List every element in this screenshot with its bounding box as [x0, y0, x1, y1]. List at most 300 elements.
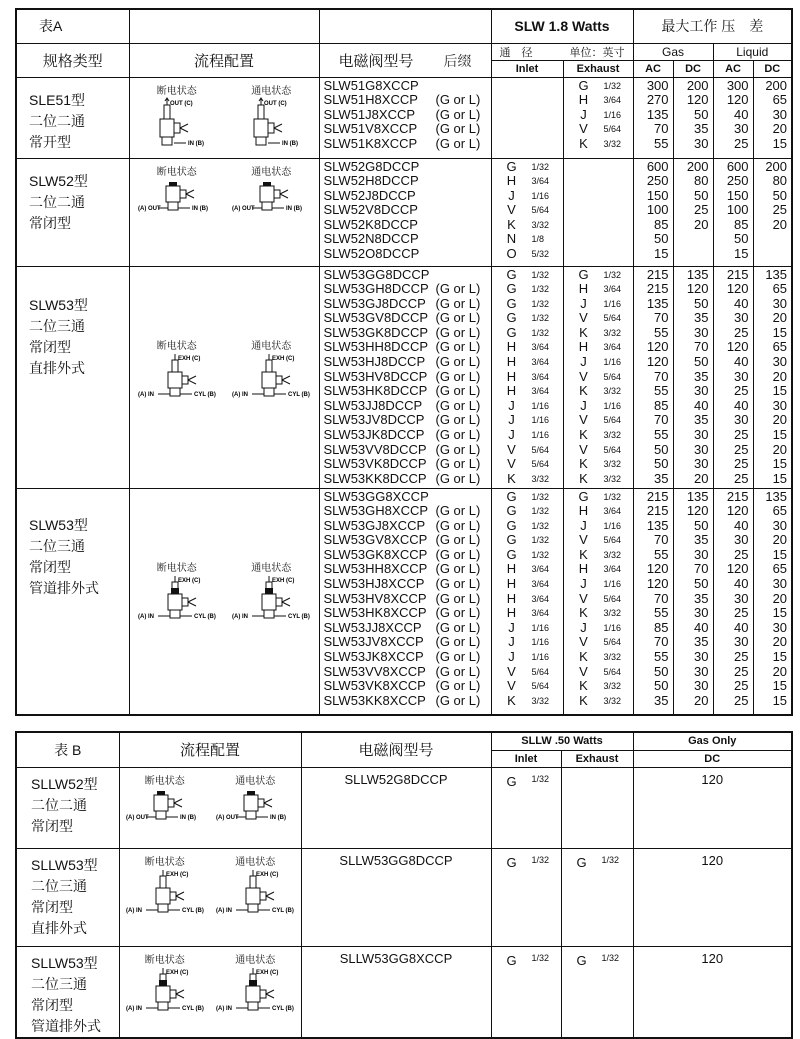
exhaust-size: [564, 340, 633, 355]
liquid-dc-value: 65: [772, 92, 788, 108]
spec-group-row: [16, 158, 792, 266]
exhaust-size: [564, 122, 633, 137]
liquid-ac-value: 25: [734, 678, 749, 694]
model-row: [324, 621, 491, 636]
port-fraction: 3/32: [603, 652, 622, 663]
model-number: SLW53JK8XCCP: [323, 649, 424, 665]
gas-ac-cell: [633, 158, 673, 266]
model-cell: [319, 158, 491, 266]
gas-ac-value: 35: [654, 692, 669, 708]
gas-ac-value: 55: [654, 135, 669, 151]
inlet-cell: [491, 158, 563, 266]
port-code: J: [580, 397, 587, 413]
port-fraction: 1/32: [531, 549, 550, 560]
port-label: EXH (C): [165, 871, 189, 878]
liquid-ac-value: 150: [726, 187, 749, 203]
state-label: 通电状态: [251, 85, 292, 97]
exhaust-size: [564, 504, 633, 519]
port-code: N: [506, 231, 517, 247]
liquid-dc-value: 20: [772, 368, 788, 384]
gas-dc-value: 50: [694, 187, 709, 203]
port-fraction: 3/32: [603, 138, 622, 149]
liquid-dc-value: 30: [772, 397, 788, 413]
gas-dc-value: 35: [694, 368, 709, 384]
port-fraction: 1/32: [531, 952, 550, 963]
port-fraction: 1/16: [531, 637, 550, 648]
model-number: SLW51J8XCCP: [323, 106, 416, 122]
gas-ac-value: 55: [654, 546, 669, 562]
model-row: [324, 355, 491, 370]
liquid-dc-value: 15: [772, 135, 788, 151]
model-row: [324, 679, 491, 694]
exhaust-size: [564, 93, 633, 108]
port-label: EXH (C): [177, 577, 201, 584]
liquid-ac-value: 50: [734, 231, 749, 247]
model-number: SLW53HV8DCCP: [323, 368, 428, 384]
liquid-dc-value: 65: [772, 281, 788, 297]
spec-type-cell: [16, 77, 129, 158]
exhaust-size: [564, 490, 633, 505]
port-label: (A) OUT: [125, 814, 149, 821]
model-row: [324, 282, 491, 297]
gas-ac-value: 215: [646, 266, 669, 282]
state-on: [232, 559, 310, 635]
state-label: 断电状态: [144, 775, 185, 787]
spec-type-line: 管道排外式: [29, 579, 99, 596]
state-off: [126, 951, 204, 1027]
model-number: SLW53HK8XCCP: [323, 605, 427, 621]
inlet-size: [492, 504, 563, 519]
spec-type-line: 常闭型: [29, 558, 71, 575]
inlet-size: [492, 297, 563, 312]
gas-dc-value: 200: [686, 77, 709, 93]
liquid-dc-value: 20: [772, 121, 788, 137]
port-label: EXH (C): [165, 969, 189, 976]
model-row: [324, 137, 491, 152]
gas-dc-value: 35: [694, 310, 709, 326]
model-row: [324, 232, 491, 247]
exhaust-cell: [563, 266, 633, 488]
inlet-size: [492, 635, 563, 650]
state-on: [216, 853, 294, 929]
port-code: [564, 203, 604, 218]
gas-dc-value: 30: [694, 605, 709, 621]
port-fraction: 5/64: [603, 124, 622, 135]
state-off: [126, 853, 204, 929]
port-code: G: [506, 295, 517, 311]
port-fraction: 3/64: [531, 579, 550, 590]
exhaust-size: [564, 606, 633, 621]
gas-ac-value: 120: [646, 339, 669, 355]
gas-dc-value: 50: [694, 295, 709, 311]
inlet-size: [492, 326, 563, 341]
gas-ac-value: 15: [654, 246, 669, 262]
gas-dc-value: 50: [694, 576, 709, 592]
port-fraction: 3/32: [603, 430, 622, 441]
model-number: SLW53GH8DCCP: [323, 281, 429, 297]
port-fraction: 3/64: [531, 593, 550, 604]
suffix: (G or L): [435, 692, 481, 708]
model-cell: SLLW53GG8XCCP: [301, 946, 491, 1038]
model-row: [324, 174, 491, 189]
flow-diagram: [130, 159, 319, 239]
liquid-dc-cell: [753, 158, 792, 266]
liquid-dc-value: 20: [772, 441, 788, 457]
model-row: [324, 311, 491, 326]
model-number: SLW53VV8XCCP: [323, 663, 426, 679]
port-code: H: [506, 561, 517, 577]
port-code: H: [506, 368, 517, 384]
port-code: [492, 93, 532, 108]
inlet-cell: [491, 946, 561, 1038]
model-row: [324, 384, 491, 399]
exhaust-size: [564, 232, 633, 247]
port-fraction: 5/64: [603, 535, 622, 546]
port-fraction: 3/32: [531, 473, 550, 484]
gas-dc-value: 30: [694, 383, 709, 399]
port-fraction: 5/64: [603, 313, 622, 324]
inlet-size: [492, 472, 563, 487]
port-fraction: 1/32: [531, 284, 550, 295]
exhaust-size: [564, 399, 633, 414]
spec-type-cell: [16, 158, 129, 266]
gas-ac-value: 70: [654, 412, 669, 428]
port-code: J: [508, 187, 515, 203]
gas-dc-value: 30: [694, 427, 709, 443]
inlet-size: [492, 562, 563, 577]
port-fraction: 1/32: [601, 854, 620, 865]
inlet-size: [492, 247, 563, 262]
port-fraction: 3/64: [531, 342, 550, 353]
suffix: (G or L): [435, 546, 481, 562]
exhaust-size: [564, 203, 633, 218]
port-code: V: [579, 663, 588, 679]
liquid-ac-value: 85: [734, 216, 749, 232]
liquid-ac-value: 600: [726, 158, 749, 174]
exhaust-size: [564, 311, 633, 326]
port-code: K: [579, 383, 588, 399]
liquid-dc-value: 20: [772, 532, 788, 548]
port-fraction: 1/32: [531, 161, 550, 172]
exhaust-size: [564, 174, 633, 189]
exhaust-size: [564, 694, 633, 709]
suffix: (G or L): [435, 470, 481, 486]
model-number: SLW51H8XCCP: [323, 92, 418, 108]
suffix: (G or L): [435, 427, 481, 443]
spec-type-line: 常闭型: [29, 338, 71, 355]
model-number: SLW52N8DCCP: [323, 231, 419, 247]
liquid-ac-value: 30: [734, 368, 749, 384]
port-label: CYL (B): [272, 1005, 295, 1012]
model-cell: SLLW53GG8DCCP: [301, 848, 491, 946]
port-label: (A) IN: [125, 1005, 142, 1012]
gas-ac-value: 215: [646, 488, 669, 504]
port-fraction: 1/32: [531, 269, 550, 280]
gas-ac-value: 150: [646, 187, 669, 203]
port-fraction: 1/8: [531, 234, 545, 245]
model-number: SLW53HV8XCCP: [323, 590, 427, 606]
col-flow: 流程配置: [129, 43, 319, 77]
gas-ac-value: 250: [646, 173, 669, 189]
inlet-size: [492, 577, 563, 592]
port-label: EXH (C): [256, 969, 279, 976]
watts-header: SLLW .50 Watts: [491, 732, 633, 750]
inlet-size: [492, 355, 563, 370]
port-fraction: 5/64: [531, 205, 550, 216]
exhaust-size: [564, 577, 633, 592]
port-code: J: [508, 412, 515, 428]
gas-dc-value: 20: [694, 216, 709, 232]
valve-diagram-icon: [126, 868, 204, 926]
inlet-size: [492, 384, 563, 399]
port-code: J: [580, 517, 587, 533]
liquid-dc-value: 15: [772, 427, 788, 443]
port-code: [492, 122, 532, 137]
exhaust-size: [562, 953, 633, 968]
suffix: (G or L): [435, 619, 481, 635]
model-number: SLW53GG8XCCP: [323, 488, 429, 504]
suffix: (G or L): [435, 649, 481, 665]
model-number: SLW51G8XCCP: [323, 77, 419, 93]
port-fraction: 3/32: [603, 608, 622, 619]
gas-dc-value: 40: [694, 397, 709, 413]
model-row: [324, 428, 491, 443]
port-fraction: 1/32: [531, 520, 550, 531]
model-row: [324, 93, 491, 108]
port-fraction: 5/64: [603, 444, 622, 455]
suffix: (G or L): [435, 634, 481, 650]
gas-ac-value: 35: [654, 470, 669, 486]
port-fraction: 5/64: [603, 415, 622, 426]
model-number: SLW53KK8XCCP: [323, 692, 426, 708]
inlet-size: [492, 122, 563, 137]
suffix: (G or L): [435, 561, 481, 577]
inlet-size: [492, 413, 563, 428]
port-code: V: [507, 456, 516, 472]
liquid-ac-value: 40: [734, 106, 749, 122]
liquid-ac-cell: [713, 158, 753, 266]
col-model: 电磁阀型号 后缀: [319, 43, 491, 77]
liquid-ac-value: 25: [734, 470, 749, 486]
port-fraction: 5/64: [603, 637, 622, 648]
liquid-ac-value: 120: [726, 92, 749, 108]
spec-type-cell: [16, 946, 119, 1038]
table-a-label: 表A: [16, 9, 129, 43]
inlet-size: [492, 650, 563, 665]
liquid-dc-value: 30: [772, 295, 788, 311]
col-liquid: Liquid: [713, 43, 792, 60]
suffix: (G or L): [435, 281, 481, 297]
port-label: IN (B): [191, 205, 208, 212]
liquid-ac-value: 25: [734, 441, 749, 457]
port-label: (A) IN: [216, 907, 233, 914]
model-number: SLW53GV8XCCP: [323, 532, 428, 548]
spec-type-cell: [16, 488, 129, 715]
inlet-size: [492, 679, 563, 694]
model-row: [324, 247, 491, 262]
port-code: K: [579, 605, 588, 621]
port-code: G: [506, 952, 517, 968]
port-fraction: 3/32: [603, 681, 622, 692]
port-fraction: 1/32: [603, 80, 622, 91]
port-unit-header: 通 径 单位：英寸: [491, 43, 633, 60]
inlet-size: [492, 311, 563, 326]
port-code: H: [578, 503, 589, 519]
col-flow: 流程配置: [119, 732, 301, 767]
suffix: (G or L): [435, 92, 481, 108]
liquid-dc-value: 25: [772, 202, 788, 218]
liquid-dc-value: 20: [772, 590, 788, 606]
suffix: (G or L): [435, 397, 481, 413]
gas-ac-value: 50: [654, 678, 669, 694]
gas-ac-value: 120: [646, 576, 669, 592]
liquid-dc-value: 65: [772, 503, 788, 519]
state-label: 断电状态: [156, 166, 197, 178]
spec-group-row: [16, 266, 792, 488]
port-code: J: [508, 619, 515, 635]
liquid-dc-value: 50: [772, 187, 788, 203]
liquid-ac-value: 30: [734, 310, 749, 326]
liquid-ac-value: 25: [734, 427, 749, 443]
flow-diagram-cell: [129, 266, 319, 488]
model-row: [324, 79, 491, 94]
valve-diagram-icon: [126, 787, 204, 845]
port-fraction: 5/64: [531, 459, 550, 470]
gas-dc-value: 50: [694, 517, 709, 533]
inlet-size: [492, 79, 563, 94]
valve-diagram-icon: [126, 966, 204, 1024]
suffix: (G or L): [435, 532, 481, 548]
inlet-size: [492, 232, 563, 247]
liquid-ac-value: 25: [734, 649, 749, 665]
liquid-dc-value: 200: [765, 77, 788, 93]
model-row: [324, 577, 491, 592]
inlet-size: [492, 519, 563, 534]
port-fraction: 1/16: [603, 579, 622, 590]
exhaust-size: [564, 592, 633, 607]
gas-dc-value: 135: [686, 266, 709, 282]
gas-ac-value: 55: [654, 649, 669, 665]
spec-type-line: 常闭型: [31, 817, 73, 834]
liquid-ac-value: 40: [734, 397, 749, 413]
gas-ac-value: 55: [654, 427, 669, 443]
flow-diagram: [130, 489, 319, 635]
port-fraction: 1/32: [531, 327, 550, 338]
liquid-dc-value: 15: [772, 605, 788, 621]
suffix: (G or L): [435, 354, 481, 370]
model-number: SLW53HK8DCCP: [323, 383, 428, 399]
port-label: (A) OUT: [137, 205, 161, 212]
exhaust-size: [564, 472, 633, 487]
gas-ac-value: 50: [654, 456, 669, 472]
model-number: SLW52O8DCCP: [323, 246, 420, 262]
exhaust-size: [564, 635, 633, 650]
inlet-size: [492, 953, 561, 968]
liquid-dc-value: 15: [772, 546, 788, 562]
inlet-cell: [491, 266, 563, 488]
exhaust-size: [564, 247, 633, 262]
state-on: [216, 951, 294, 1027]
exhaust-size: [564, 443, 633, 458]
port-fraction: 5/64: [531, 666, 550, 677]
state-on: [232, 163, 310, 239]
exhaust-size: [564, 650, 633, 665]
port-code: K: [579, 678, 588, 694]
liquid-ac-value: 30: [734, 634, 749, 650]
liquid-ac-value: 215: [726, 266, 749, 282]
model-row: [324, 519, 491, 534]
state-label: 通电状态: [235, 856, 276, 868]
port-fraction: 1/16: [603, 109, 622, 120]
inlet-size: [492, 203, 563, 218]
suffix: (G or L): [435, 576, 481, 592]
col-gas: Gas: [633, 43, 713, 60]
port-fraction: 1/16: [603, 357, 622, 368]
col-type: 规格类型: [16, 43, 129, 77]
port-code: J: [580, 576, 587, 592]
liquid-ac-value: 30: [734, 532, 749, 548]
liquid-ac-value: 30: [734, 590, 749, 606]
model-number: SLW53GH8XCCP: [323, 503, 429, 519]
port-code: V: [579, 368, 588, 384]
liquid-ac-value: 300: [726, 77, 749, 93]
port-code: H: [506, 590, 517, 606]
port-label: (A) IN: [232, 391, 249, 398]
port-code: V: [579, 412, 588, 428]
port-code: J: [580, 619, 587, 635]
state-label: 断电状态: [156, 340, 197, 352]
port-label: (A) IN: [232, 613, 249, 620]
gas-dc-value: 20: [694, 470, 709, 486]
valve-diagram-icon: [138, 352, 216, 410]
port-fraction: 1/16: [531, 400, 550, 411]
port-label: IN (B): [179, 814, 196, 821]
state-off: [138, 337, 216, 413]
port-code: J: [580, 106, 587, 122]
port-fraction: 3/32: [603, 549, 622, 560]
inlet-size: [492, 399, 563, 414]
flow-diagram: [120, 768, 301, 848]
spec-type-line: 二位三通: [29, 317, 85, 334]
valve-diagram-icon: [232, 352, 310, 410]
suffix: (G or L): [435, 517, 481, 533]
liquid-ac-value: 15: [734, 246, 749, 262]
inlet-size: [492, 160, 563, 175]
gas-ac-value: 70: [654, 121, 669, 137]
port-label: (A) OUT: [232, 205, 255, 212]
port-code: K: [579, 470, 588, 486]
spec-type-line: 二位二通: [29, 112, 85, 129]
valve-diagram-icon: [138, 178, 216, 236]
port-code: H: [578, 92, 589, 108]
gas-ac-value: 50: [654, 231, 669, 247]
state-label: 断电状态: [144, 856, 185, 868]
port-label: (A) IN: [137, 391, 154, 398]
liquid-dc-value: 15: [772, 383, 788, 399]
liquid-dc-value: 65: [772, 339, 788, 355]
port-code: V: [507, 678, 516, 694]
model-row: [324, 592, 491, 607]
state-label: 通电状态: [251, 340, 292, 352]
gas-dc-value: 80: [694, 173, 709, 189]
port-label: CYL (B): [181, 907, 204, 914]
liquid-dc-cell: [753, 77, 792, 158]
port-label: CYL (B): [288, 391, 311, 398]
port-label: (A) OUT: [216, 814, 239, 821]
exhaust-size: [564, 548, 633, 563]
suffix: (G or L): [435, 663, 481, 679]
suffix: (G or L): [435, 368, 481, 384]
